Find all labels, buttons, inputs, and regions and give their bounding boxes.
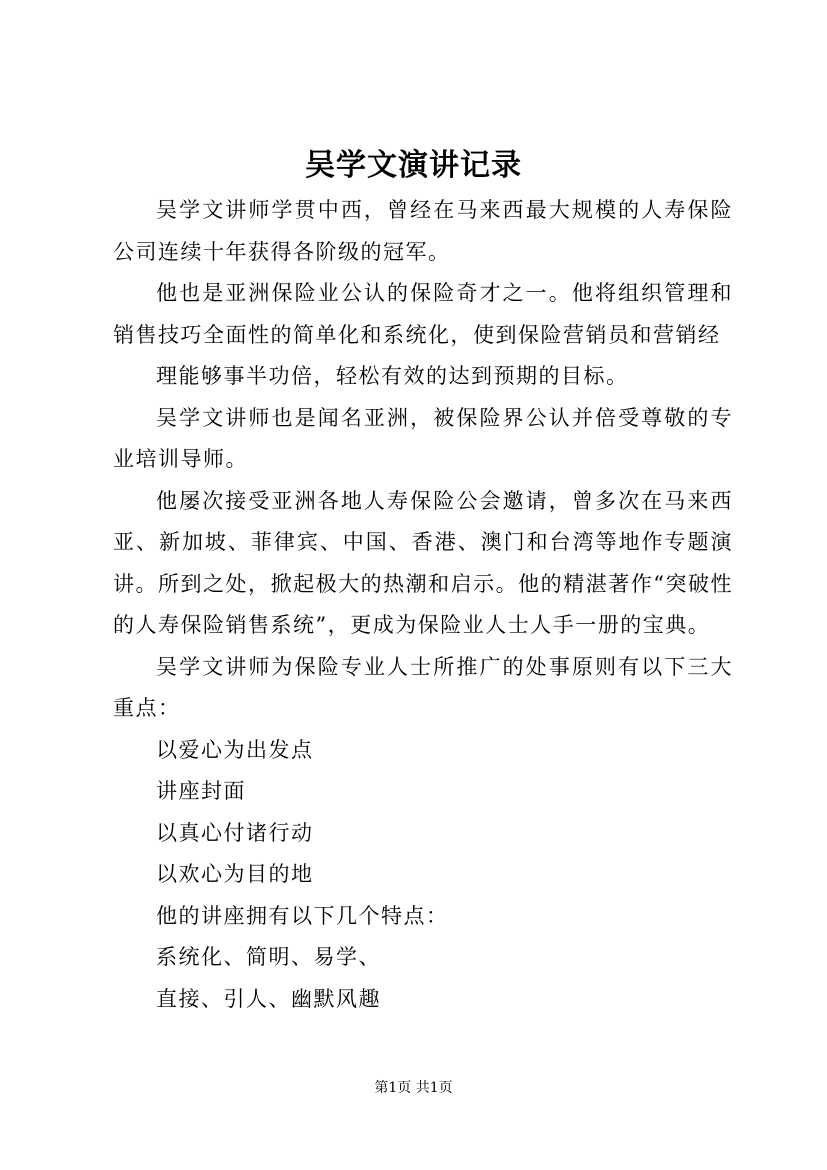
list-item: 他的讲座拥有以下几个特点： — [156, 903, 449, 928]
paragraph-principles: 吴学文讲师为保险专业人士所推广的处事原则有以下三大重点： — [113, 654, 733, 720]
list-item: 讲座封面 — [156, 779, 246, 803]
document-title: 吴学文演讲记录 — [305, 148, 522, 183]
paragraph-insurance-talent: 他也是亚洲保险业公认的保险奇才之一。他将组织管理和销售技巧全面性的简单化和系统化，使到保险营销员和营销经 — [113, 281, 733, 347]
list-item: 直接、引人、幽默风趣 — [156, 986, 381, 1011]
list-item: 以真心付诸行动 — [156, 820, 314, 845]
page-footer: 第1页 共1页 — [374, 1080, 453, 1096]
paragraph-continuation: 理能够事半功倍，轻松有效的达到预期的目标。 — [156, 364, 629, 388]
list-item: 以欢心为目的地 — [156, 862, 314, 886]
list-item: 以爱心为出发点 — [156, 737, 314, 762]
document-body — [113, 190, 733, 1020]
list-item: 系统化、简明、易学、 — [156, 945, 381, 969]
paragraph-intro: 吴学文讲师学贯中西，曾经在马来西最大规模的人寿保险公司连续十年获得各阶级的冠军。 — [113, 198, 733, 264]
paragraph-speeches: 他屡次接受亚洲各地人寿保险公会邀请，曾多次在马来西亚、新加坡、菲律宾、中国、香港、澳门和台湾等地作专题演讲。所到之处，掀起极大的热潮和启示。他的精湛著作“突破性的人寿保险销售系统”，更成为保险业人士人手一册的宝典。 — [113, 488, 733, 637]
paragraph-trainer: 吴学文讲师也是闻名亚洲，被保险界公认并倍受尊敬的专业培训导师。 — [113, 405, 733, 471]
